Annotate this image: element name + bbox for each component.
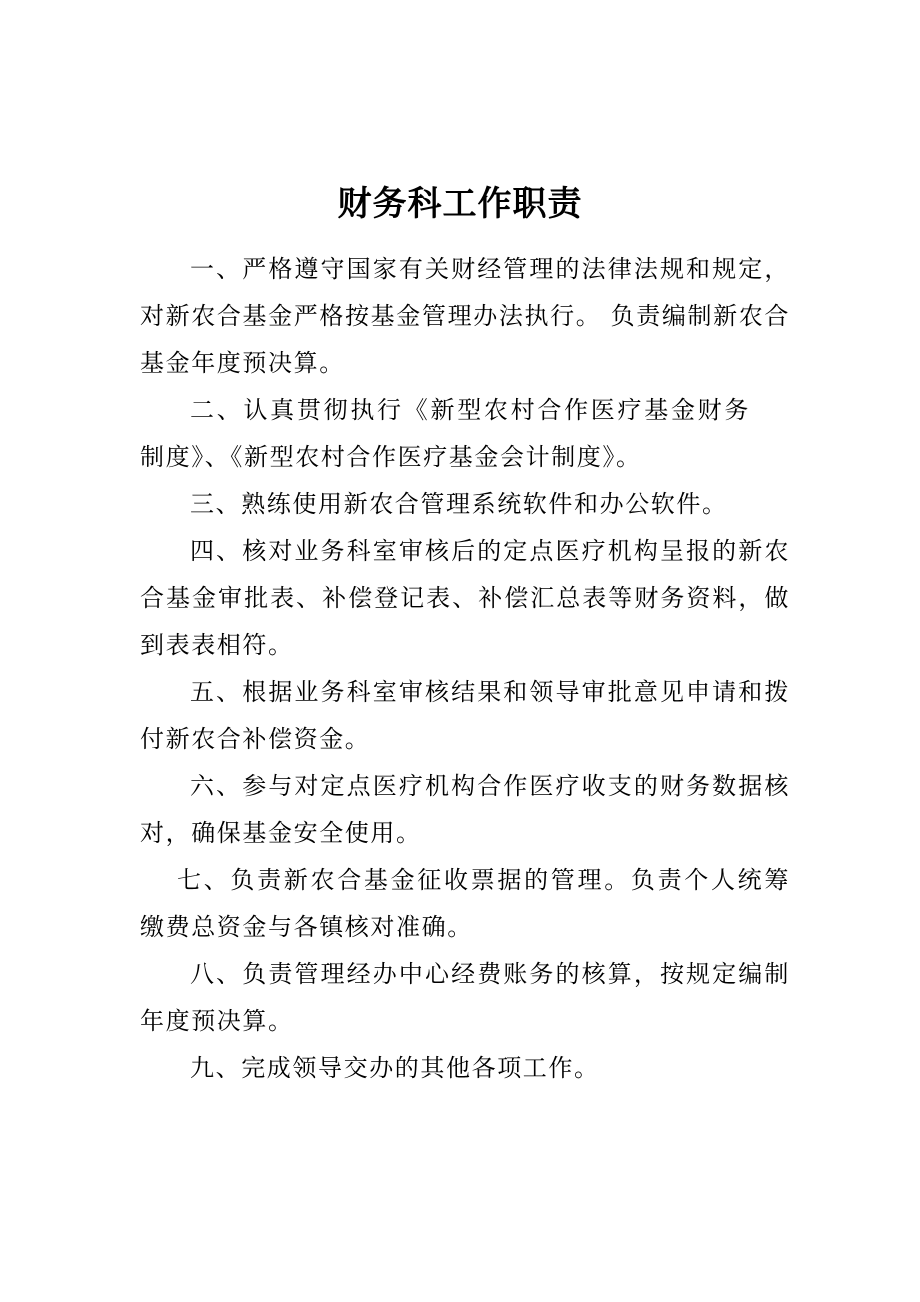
duty-item-4: 四、核对业务科室审核后的定点医疗机构呈报的新农合基金审批表、补偿登记表、补偿汇总表等财务资料，做到表表相符。 [140,537,790,659]
duty-item-2: 二、认真贯彻执行《新型农村合作医疗基金财务制度》、《新型农村合作医疗基金会计制度》。 [140,396,750,471]
duty-item-1: 一、严格遵守国家有关财经管理的法律法规和规定，对新农合基金严格按基金管理办法执行。 负责编制新农合基金年度预决算。 [140,255,790,377]
duty-item-8: 八、负责管理经办中心经费账务的核算，按规定编制年度预决算。 [140,960,790,1035]
duty-item-5: 五、根据业务科室审核结果和领导审批意见申请和拨付新农合补偿资金。 [140,678,790,753]
duty-item-7: 七、负责新农合基金征收票据的管理。负责个人统筹缴费总资金与各镇核对准确。 [140,866,790,941]
duty-item-6: 六、参与对定点医疗机构合作医疗收支的财务数据核对，确保基金安全使用。 [140,772,790,847]
duty-item-3: 三、熟练使用新农合管理系统软件和办公软件。 [190,490,728,518]
document-title: 财务科工作职责 [337,184,583,224]
document-body [140,246,790,1092]
duty-item-9: 九、完成领导交办的其他各项工作。 [190,1054,600,1082]
